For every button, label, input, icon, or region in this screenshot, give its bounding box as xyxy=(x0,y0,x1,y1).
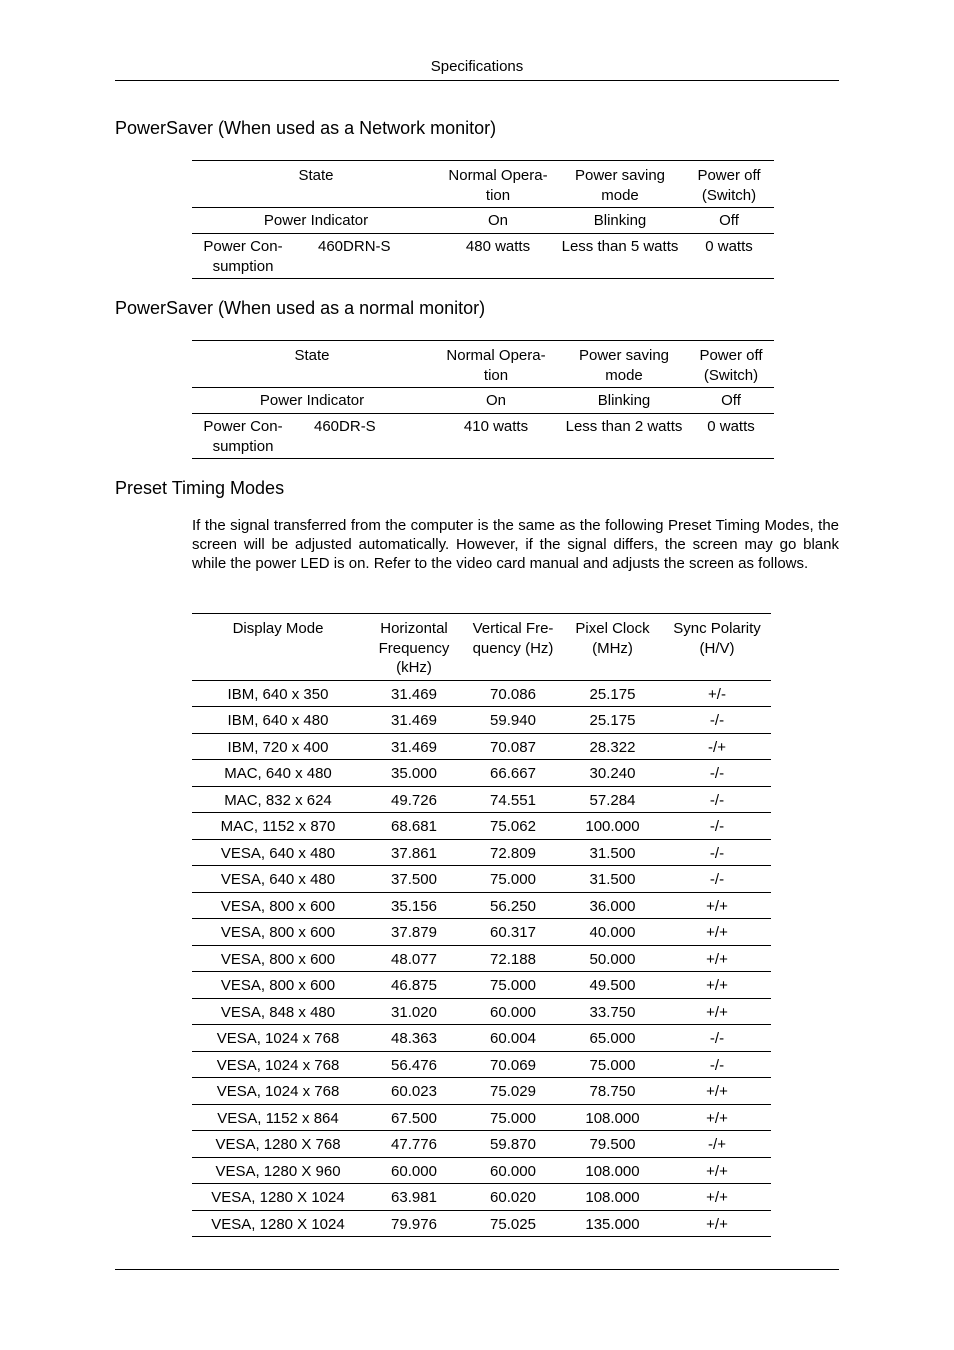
column-header: Sync Polarity (H/V) xyxy=(663,614,771,681)
table-row xyxy=(192,1051,771,1078)
sync-polarity-cell: -/- xyxy=(663,786,771,813)
cell: Less than 5 watts xyxy=(556,234,684,279)
column-header: Power off (Switch) xyxy=(684,161,774,208)
table-row xyxy=(192,760,771,787)
pixel-clock-cell: 40.000 xyxy=(562,919,663,946)
display-mode-cell: VESA, 800 x 600 xyxy=(192,972,364,999)
sync-polarity-cell: +/+ xyxy=(663,1184,771,1211)
display-mode-cell: VESA, 800 x 600 xyxy=(192,919,364,946)
horizontal-frequency-cell: 79.976 xyxy=(364,1210,464,1237)
pixel-clock-cell: 135.000 xyxy=(562,1210,663,1237)
table-row xyxy=(192,707,771,734)
vertical-frequency-cell: 59.870 xyxy=(464,1131,562,1158)
pixel-clock-cell: 33.750 xyxy=(562,998,663,1025)
table-row xyxy=(192,998,771,1025)
cell: On xyxy=(432,388,560,414)
sync-polarity-cell: +/+ xyxy=(663,919,771,946)
pixel-clock-cell: 50.000 xyxy=(562,945,663,972)
table-row xyxy=(192,892,771,919)
display-mode-cell: VESA, 1280 X 960 xyxy=(192,1157,364,1184)
pixel-clock-cell: 25.175 xyxy=(562,707,663,734)
horizontal-frequency-cell: 35.000 xyxy=(364,760,464,787)
table-row xyxy=(192,1025,771,1052)
column-header: State xyxy=(192,341,432,388)
display-mode-cell: VESA, 1280 X 1024 xyxy=(192,1210,364,1237)
sync-polarity-cell: +/+ xyxy=(663,1157,771,1184)
vertical-frequency-cell: 60.317 xyxy=(464,919,562,946)
pixel-clock-cell: 108.000 xyxy=(562,1104,663,1131)
display-mode-cell: IBM, 720 x 400 xyxy=(192,733,364,760)
display-mode-cell: MAC, 640 x 480 xyxy=(192,760,364,787)
table-row xyxy=(192,1210,771,1237)
vertical-frequency-cell: 59.940 xyxy=(464,707,562,734)
cell: Blinking xyxy=(560,388,688,414)
table-row xyxy=(192,1131,771,1158)
vertical-frequency-cell: 60.004 xyxy=(464,1025,562,1052)
table-row xyxy=(192,234,774,279)
column-header: State xyxy=(192,161,440,208)
timing-modes-table xyxy=(192,613,771,1237)
sync-polarity-cell: -/+ xyxy=(663,733,771,760)
table-row xyxy=(192,813,771,840)
column-header: Vertical Fre- quency (Hz) xyxy=(464,614,562,681)
column-header: Display Mode xyxy=(192,614,364,681)
column-header: Normal Opera- tion xyxy=(440,161,556,208)
horizontal-frequency-cell: 37.500 xyxy=(364,866,464,893)
horizontal-frequency-cell: 67.500 xyxy=(364,1104,464,1131)
vertical-frequency-cell: 75.000 xyxy=(464,972,562,999)
table-row xyxy=(192,945,771,972)
table-row xyxy=(192,919,771,946)
table-row xyxy=(192,1104,771,1131)
running-header: Specifications xyxy=(430,58,524,75)
cell: 0 watts xyxy=(684,234,774,279)
pixel-clock-cell: 100.000 xyxy=(562,813,663,840)
horizontal-frequency-cell: 37.861 xyxy=(364,839,464,866)
horizontal-frequency-cell: 46.875 xyxy=(364,972,464,999)
pixel-clock-cell: 78.750 xyxy=(562,1078,663,1105)
display-mode-cell: VESA, 1280 X 768 xyxy=(192,1131,364,1158)
pixel-clock-cell: 31.500 xyxy=(562,839,663,866)
horizontal-frequency-cell: 47.776 xyxy=(364,1131,464,1158)
table-header-row xyxy=(192,341,774,388)
section-title-network: PowerSaver (When used as a Network monitor) xyxy=(115,118,497,138)
column-header: Power off (Switch) xyxy=(688,341,774,388)
display-mode-cell: VESA, 800 x 600 xyxy=(192,892,364,919)
sync-polarity-cell: +/+ xyxy=(663,1210,771,1237)
pixel-clock-cell: 65.000 xyxy=(562,1025,663,1052)
display-mode-cell: VESA, 1024 x 768 xyxy=(192,1051,364,1078)
display-mode-cell: VESA, 848 x 480 xyxy=(192,998,364,1025)
table-header-row xyxy=(192,161,774,208)
section-title-timing: Preset Timing Modes xyxy=(115,478,285,498)
horizontal-frequency-cell: 56.476 xyxy=(364,1051,464,1078)
cell: 0 watts xyxy=(688,414,774,459)
table-row xyxy=(192,733,771,760)
sync-polarity-cell: -/- xyxy=(663,1051,771,1078)
table-row xyxy=(192,972,771,999)
display-mode-cell: MAC, 1152 x 870 xyxy=(192,813,364,840)
column-header: Pixel Clock (MHz) xyxy=(562,614,663,681)
vertical-frequency-cell: 60.000 xyxy=(464,998,562,1025)
pixel-clock-cell: 36.000 xyxy=(562,892,663,919)
table-row xyxy=(192,388,774,414)
display-mode-cell: VESA, 800 x 600 xyxy=(192,945,364,972)
vertical-frequency-cell: 66.667 xyxy=(464,760,562,787)
vertical-frequency-cell: 72.809 xyxy=(464,839,562,866)
horizontal-frequency-cell: 60.000 xyxy=(364,1157,464,1184)
sync-polarity-cell: -/- xyxy=(663,839,771,866)
cell: Less than 2 watts xyxy=(560,414,688,459)
vertical-frequency-cell: 75.029 xyxy=(464,1078,562,1105)
pixel-clock-cell: 30.240 xyxy=(562,760,663,787)
sync-polarity-cell: +/+ xyxy=(663,972,771,999)
horizontal-frequency-cell: 60.023 xyxy=(364,1078,464,1105)
powersaver-network-table xyxy=(192,160,774,279)
sync-polarity-cell: -/- xyxy=(663,707,771,734)
pixel-clock-cell: 57.284 xyxy=(562,786,663,813)
sync-polarity-cell: +/+ xyxy=(663,1104,771,1131)
display-mode-cell: VESA, 1152 x 864 xyxy=(192,1104,364,1131)
horizontal-frequency-cell: 48.077 xyxy=(364,945,464,972)
horizontal-frequency-cell: 31.469 xyxy=(364,680,464,707)
model-name: 460DRN-S xyxy=(294,234,440,279)
pixel-clock-cell: 28.322 xyxy=(562,733,663,760)
vertical-frequency-cell: 60.000 xyxy=(464,1157,562,1184)
row-label: Power Con- sumption xyxy=(192,414,294,459)
cell: Blinking xyxy=(556,208,684,234)
table-row xyxy=(192,839,771,866)
horizontal-frequency-cell: 68.681 xyxy=(364,813,464,840)
column-header: Power saving mode xyxy=(560,341,688,388)
pixel-clock-cell: 79.500 xyxy=(562,1131,663,1158)
vertical-frequency-cell: 75.000 xyxy=(464,1104,562,1131)
display-mode-cell: VESA, 640 x 480 xyxy=(192,866,364,893)
vertical-frequency-cell: 56.250 xyxy=(464,892,562,919)
sync-polarity-cell: -/- xyxy=(663,760,771,787)
table-row xyxy=(192,208,774,234)
row-label: Power Indicator xyxy=(192,208,440,234)
horizontal-frequency-cell: 63.981 xyxy=(364,1184,464,1211)
horizontal-frequency-cell: 31.469 xyxy=(364,733,464,760)
row-label: Power Con- sumption xyxy=(192,234,294,279)
table-row xyxy=(192,414,774,459)
cell: On xyxy=(440,208,556,234)
row-label: Power Indicator xyxy=(192,388,432,414)
horizontal-frequency-cell: 35.156 xyxy=(364,892,464,919)
sync-polarity-cell: +/- xyxy=(663,680,771,707)
column-header: Horizontal Frequency (kHz) xyxy=(364,614,464,681)
pixel-clock-cell: 108.000 xyxy=(562,1184,663,1211)
display-mode-cell: VESA, 1280 X 1024 xyxy=(192,1184,364,1211)
table-row xyxy=(192,1157,771,1184)
column-header: Normal Opera- tion xyxy=(432,341,560,388)
vertical-frequency-cell: 70.069 xyxy=(464,1051,562,1078)
powersaver-normal-table xyxy=(192,340,774,459)
vertical-frequency-cell: 70.087 xyxy=(464,733,562,760)
display-mode-cell: VESA, 1024 x 768 xyxy=(192,1025,364,1052)
pixel-clock-cell: 75.000 xyxy=(562,1051,663,1078)
pixel-clock-cell: 31.500 xyxy=(562,866,663,893)
horizontal-frequency-cell: 49.726 xyxy=(364,786,464,813)
display-mode-cell: VESA, 640 x 480 xyxy=(192,839,364,866)
vertical-frequency-cell: 70.086 xyxy=(464,680,562,707)
vertical-frequency-cell: 75.062 xyxy=(464,813,562,840)
intro-paragraph: If the signal transferred from the computer is the same as the following Preset Timing Modes, the screen will be adjusted automatically. However, if the signal differs, the screen may go blank while the power LED is on. Refer to the video card manual and adjusts the screen as follows. xyxy=(192,517,839,572)
pixel-clock-cell: 49.500 xyxy=(562,972,663,999)
cell: Off xyxy=(684,208,774,234)
cell: Off xyxy=(688,388,774,414)
display-mode-cell: IBM, 640 x 350 xyxy=(192,680,364,707)
vertical-frequency-cell: 75.025 xyxy=(464,1210,562,1237)
footer-rule xyxy=(115,1269,839,1270)
sync-polarity-cell: +/+ xyxy=(663,892,771,919)
sync-polarity-cell: -/- xyxy=(663,1025,771,1052)
horizontal-frequency-cell: 37.879 xyxy=(364,919,464,946)
table-row xyxy=(192,680,771,707)
cell: 410 watts xyxy=(432,414,560,459)
header-rule xyxy=(115,80,839,81)
vertical-frequency-cell: 72.188 xyxy=(464,945,562,972)
cell: 480 watts xyxy=(440,234,556,279)
column-header: Power saving mode xyxy=(556,161,684,208)
sync-polarity-cell: -/- xyxy=(663,813,771,840)
pixel-clock-cell: 25.175 xyxy=(562,680,663,707)
pixel-clock-cell: 108.000 xyxy=(562,1157,663,1184)
horizontal-frequency-cell: 31.469 xyxy=(364,707,464,734)
horizontal-frequency-cell: 31.020 xyxy=(364,998,464,1025)
display-mode-cell: MAC, 832 x 624 xyxy=(192,786,364,813)
section-title-normal: PowerSaver (When used as a normal monitor) xyxy=(115,298,486,318)
vertical-frequency-cell: 74.551 xyxy=(464,786,562,813)
table-row xyxy=(192,1078,771,1105)
table-row xyxy=(192,786,771,813)
table-row xyxy=(192,866,771,893)
model-name: 460DR-S xyxy=(294,414,432,459)
sync-polarity-cell: +/+ xyxy=(663,1078,771,1105)
sync-polarity-cell: +/+ xyxy=(663,945,771,972)
sync-polarity-cell: -/+ xyxy=(663,1131,771,1158)
horizontal-frequency-cell: 48.363 xyxy=(364,1025,464,1052)
sync-polarity-cell: -/- xyxy=(663,866,771,893)
vertical-frequency-cell: 75.000 xyxy=(464,866,562,893)
sync-polarity-cell: +/+ xyxy=(663,998,771,1025)
table-row xyxy=(192,1184,771,1211)
display-mode-cell: IBM, 640 x 480 xyxy=(192,707,364,734)
table-header-row xyxy=(192,614,771,681)
display-mode-cell: VESA, 1024 x 768 xyxy=(192,1078,364,1105)
vertical-frequency-cell: 60.020 xyxy=(464,1184,562,1211)
